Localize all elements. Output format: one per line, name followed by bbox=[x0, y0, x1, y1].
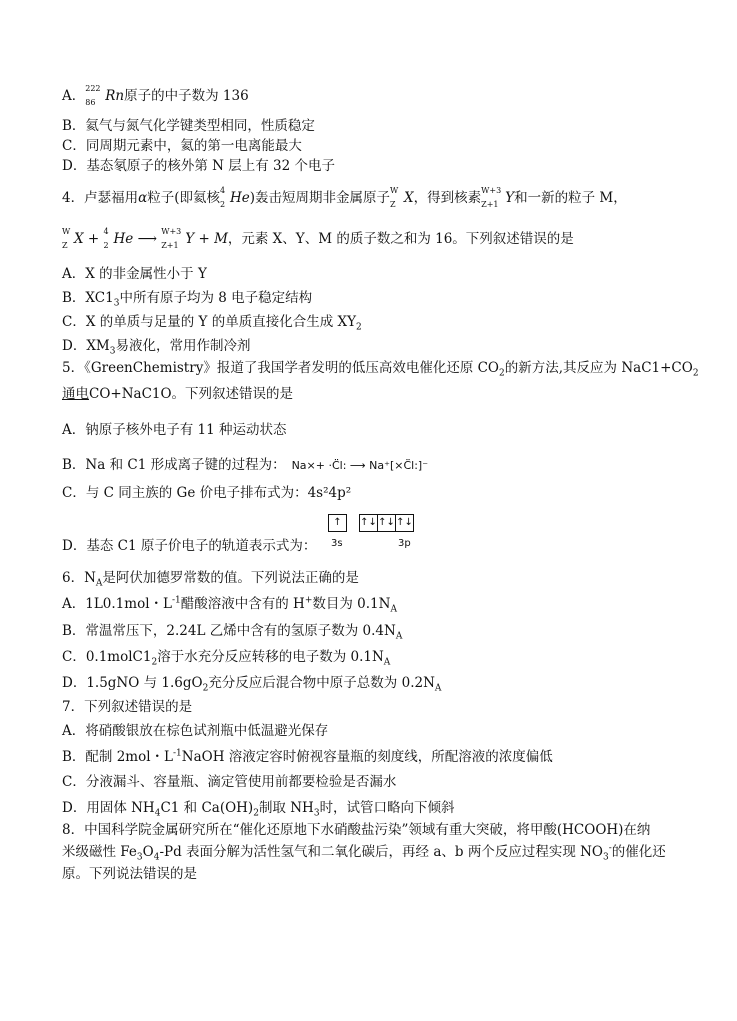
option-7a: A．将硝酸银放在棕色试剂瓶中低温避光保存 bbox=[62, 723, 329, 739]
option-6a: A．1L0.1mol・$L^{-1}$醋酸溶液中含有的 H+数目为 $0.1N_A$ bbox=[62, 595, 397, 615]
option-5b: B．Na 和 C1 形成离子键的过程为： Na×+ ·C̈l: ⟶ Na⁺[×C̈l:]⁻ bbox=[62, 457, 429, 473]
option-7c: C．分液漏斗、容量瓶、滴定管使用前都要检验是否漏水 bbox=[62, 774, 397, 790]
option-3d: D．基态氡原子的核外第 N 层上有 32 个电子 bbox=[62, 158, 335, 174]
question-8-line-3: 原。下列说法错误的是 bbox=[62, 866, 197, 882]
lewis-diagram: Na×+ ·C̈l: ⟶ Na⁺[×C̈l:]⁻ bbox=[291, 458, 429, 472]
orbital-3p-3: ↑↓ bbox=[395, 514, 414, 532]
question-8-line-2: 米级磁性 $Fe_3O_4-Pd$ 表面分解为活性氢气和二氧化碳后，再经 a、b 两个反应过程实现 $NO_3^-$的催化还 bbox=[62, 843, 666, 863]
question-4-equation: W Z X + 4 2 He ⟶ W+3 Z+1 Y + M，元素 X、Y、M 的质子数之和为 16。下列叙述错误的是 bbox=[62, 227, 574, 250]
option-5a: A．钠原子核外电子有 11 种运动状态 bbox=[62, 422, 287, 438]
option-7b: B．配制 2mol・$L^{-1}NaOH$ 溶液定容时俯视容量瓶的刻度线，所配溶液的浓度偏低 bbox=[62, 748, 553, 765]
question-5-stem-2: 通电CO+NaC1O。下列叙述错误的是 bbox=[62, 386, 294, 402]
orbital-label-3p: 3p bbox=[398, 538, 411, 549]
option-4c: C．X 的单质与足量的 Y 的单质直接化合生成 $XY_2$ bbox=[62, 314, 362, 333]
option-3b: B．氦气与氮气化学键类型相同，性质稳定 bbox=[62, 118, 315, 134]
option-3c: C．同周期元素中，氦的第一电离能最大 bbox=[62, 138, 302, 154]
option-6c: C．$0.1molC1_2$溶于水充分反应转移的电子数为 $0.1N_A$ bbox=[62, 649, 391, 668]
orbital-3p-1: ↑↓ bbox=[359, 514, 378, 532]
option-3a: A． 222 86 Rn原子的中子数为 136 bbox=[62, 84, 249, 107]
option-4d: D．$XM_3$易液化，常用作制冷剂 bbox=[62, 338, 251, 357]
option-4b: B．$XC1_3$中所有原子均为 8 电子稳定结构 bbox=[62, 290, 313, 309]
question-4-stem: 4．卢瑟福用α粒子(即氦核 4 2 He)轰击短周期非金属原子 W Z X，得到核素 W+3 Z+1 Y和一新的粒子 M， bbox=[62, 186, 627, 209]
radon-isotope: 222 86 bbox=[85, 84, 101, 107]
option-4a: A．X 的非金属性小于 Y bbox=[62, 266, 207, 282]
question-6-stem: 6．$N_A$是阿伏加德罗常数的值。下列说法正确的是 bbox=[62, 570, 359, 589]
orbital-3p-2: ↑↓ bbox=[377, 514, 396, 532]
question-8-line-1: 8．中国科学院金属研究所在“催化还原地下水硝酸盐污染”领域有重大突破，将甲酸(HCOOH)在纳 bbox=[62, 822, 651, 838]
option-7d: D．用固体 $NH_4C1$ 和 $Ca(OH)_2$制取 $NH_3$时，试管口略向下倾斜 bbox=[62, 800, 455, 819]
question-7-stem: 7．下列叙述错误的是 bbox=[62, 699, 193, 715]
orbital-label-3s: 3s bbox=[331, 538, 343, 549]
option-6b: B．常温常压下，2.24L 乙烯中含有的氢原子数为 $0.4N_A$ bbox=[62, 623, 403, 642]
orbital-3s: ↑ bbox=[328, 514, 347, 532]
question-5-stem: 5．《GreenChemistry》报道了我国学者发明的低压高效电催化还原 $CO_2$的新方法,其反应为 $NaC1+CO_2$ bbox=[62, 360, 699, 379]
option-6d: D．1.5gNO 与 $1.6gO_2$充分反应后混合物中原子总数为 $0.2N_A$ bbox=[62, 675, 442, 694]
option-5c: C．与 C 同主族的 Ge 价电子排布式为：4s²4p² bbox=[62, 485, 352, 501]
option-5d: D．基态 C1 原子价电子的轨道表示式为： bbox=[62, 538, 317, 554]
